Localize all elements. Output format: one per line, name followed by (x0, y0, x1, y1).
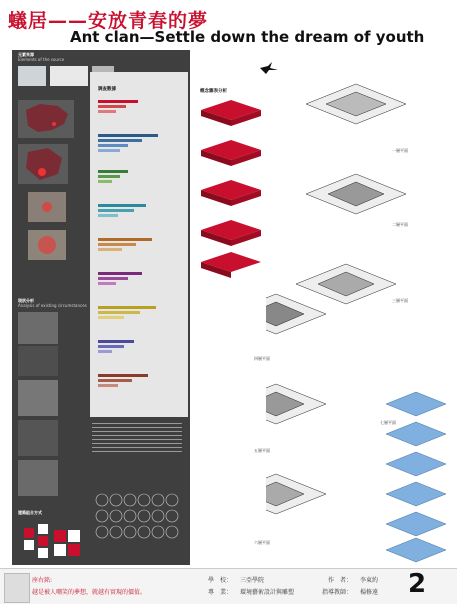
major-value: 環境藝術設計與雕塑 (240, 589, 295, 596)
street-photo-3 (18, 380, 58, 416)
title-english: Ant clan—Settle down the dream of youth (70, 28, 425, 46)
bar-group-3 (98, 170, 128, 183)
evolution-title: 概念圖表分析 (200, 89, 227, 94)
source-subtitle: Elements of the source (18, 57, 65, 62)
major-label: 專 業： (208, 589, 233, 596)
bar-group-1 (98, 100, 138, 113)
module-circle-diagram (92, 490, 188, 550)
street-photo-4 (18, 420, 58, 456)
school-label: 學 校： (208, 577, 233, 584)
footer (0, 568, 457, 604)
bar-group-6 (98, 272, 142, 285)
label-floor-2: 二層平面 (392, 222, 408, 227)
street-photo-5 (18, 460, 58, 496)
analysis-text-block (92, 420, 182, 490)
province-map (18, 144, 68, 184)
label-floor-4: 四層平面 (254, 356, 270, 361)
survey-bar-charts (98, 96, 184, 411)
bar-group-9 (98, 374, 148, 387)
author-label: 作 者： (328, 577, 353, 584)
bar-group-8 (98, 340, 134, 353)
china-map (18, 100, 74, 138)
header (0, 0, 457, 52)
aerial-photo-1 (28, 192, 66, 222)
source-photo-2 (50, 66, 88, 86)
aerial-photo-2 (28, 230, 66, 260)
label-floor-6: 六層平面 (254, 540, 270, 545)
street-photo-1 (18, 312, 58, 344)
floor-plan-axonometrics (266, 74, 456, 564)
motto-label: 座右銘: (32, 577, 53, 584)
label-floor-1: 一層平面 (392, 148, 408, 153)
school-value: 三亞學院 (240, 577, 265, 584)
form-title: 建築組合方式 (18, 510, 42, 515)
bar-group-2 (98, 134, 158, 152)
label-floor-7: 七層平面 (380, 420, 396, 425)
red-evolution-stack (196, 98, 266, 278)
source-title: 元素來源 (18, 52, 34, 57)
street-photo-2 (18, 346, 58, 376)
bar-group-7 (98, 306, 156, 319)
teacher-label: 指導教師： (322, 589, 353, 596)
building-form-cubes (22, 520, 82, 560)
title-chinese: 蟻居——安放青春的夢 (8, 10, 209, 32)
source-photo-1 (18, 66, 46, 86)
label-floor-3: 三層平面 (392, 298, 408, 303)
bar-group-4 (98, 204, 146, 217)
analysis-title: 現狀分析 (18, 298, 34, 303)
author-avatar (4, 573, 30, 603)
label-floor-5: 五層平面 (254, 448, 270, 453)
survey-panel (90, 72, 188, 417)
survey-title: 調查數據 (98, 87, 116, 92)
author-value: 李東約 (360, 577, 379, 584)
analysis-subtitle: Analysis of existing circumstances (18, 303, 87, 308)
motto-text: 越是被人嘲笑的夢想，就越有實現的價值。 (32, 589, 147, 596)
bar-group-5 (98, 238, 152, 251)
teacher-value: 楊修遠 (360, 589, 379, 596)
page-number: 2 (408, 569, 427, 599)
